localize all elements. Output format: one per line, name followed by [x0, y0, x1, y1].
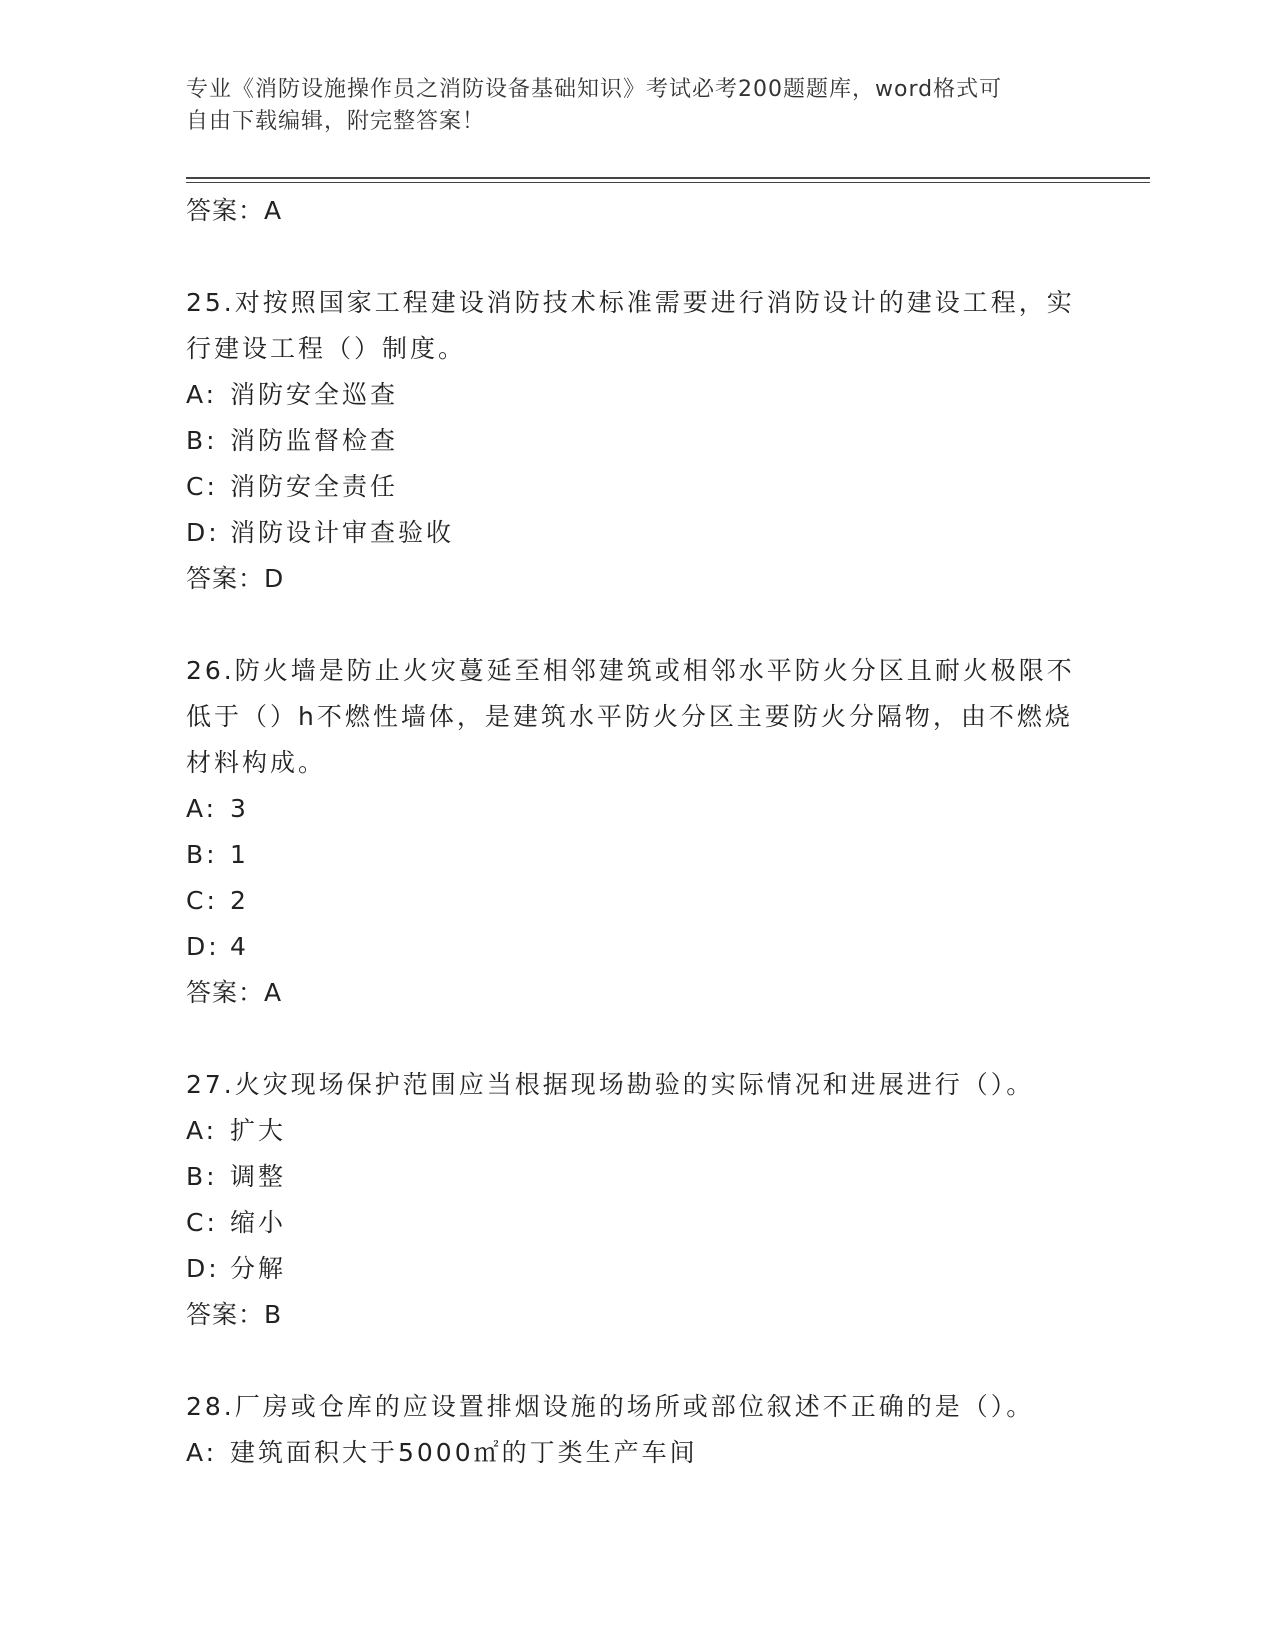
option-a	[186, 1430, 1086, 1476]
option-key: A:	[186, 1116, 218, 1145]
question-28	[186, 1384, 1086, 1476]
header-divider-thick	[186, 177, 1150, 179]
header-divider-thin	[186, 182, 1150, 183]
option-b	[186, 832, 1086, 878]
option-key: A:	[186, 1438, 218, 1467]
option-text: 建筑面积大于5000㎡的丁类生产车间	[230, 1438, 698, 1467]
header-line-1: 专业《消防设施操作员之消防设备基础知识》考试必考200题题库，word格式可	[186, 77, 1003, 102]
answer-line: 答案：B	[186, 1300, 283, 1329]
option-a	[186, 1108, 1086, 1154]
option-c	[186, 1200, 1086, 1246]
option-text: 调整	[230, 1162, 287, 1191]
option-c	[186, 464, 1086, 510]
option-text: 3	[230, 794, 249, 823]
option-text: 1	[230, 840, 249, 869]
option-key: D:	[186, 932, 220, 961]
option-d	[186, 924, 1086, 970]
question-25	[186, 280, 1086, 602]
question-26	[186, 648, 1086, 1016]
option-text: 消防安全巡查	[230, 380, 399, 409]
option-key: A:	[186, 794, 218, 823]
answer-line: 答案：A	[186, 196, 283, 225]
answer-line: 答案：D	[186, 564, 285, 593]
answer-line: 答案：A	[186, 978, 283, 1007]
option-d	[186, 510, 1086, 556]
option-key: C:	[186, 1208, 218, 1237]
header-line-2: 自由下载编辑，附完整答案！	[186, 109, 486, 134]
option-key: B:	[186, 840, 218, 869]
option-a	[186, 372, 1086, 418]
option-key: D:	[186, 1254, 220, 1283]
option-key: D:	[186, 518, 220, 547]
option-b	[186, 418, 1086, 464]
question-text: 25.对按照国家工程建设消防技术标准需要进行消防设计的建设工程，实行建设工程（）制度。	[186, 288, 1075, 363]
option-c	[186, 878, 1086, 924]
option-key: C:	[186, 886, 218, 915]
document-header	[186, 74, 1066, 138]
option-text: 缩小	[230, 1208, 287, 1237]
option-text: 4	[230, 932, 249, 961]
option-key: B:	[186, 426, 218, 455]
option-key: C:	[186, 472, 218, 501]
option-text: 消防安全责任	[230, 472, 399, 501]
option-key: A:	[186, 380, 218, 409]
option-text: 消防监督检查	[230, 426, 399, 455]
question-text: 26.防火墙是防止火灾蔓延至相邻建筑或相邻水平防火分区且耐火极限不低于（）h不燃性墙体，是建筑水平防火分区主要防火分隔物，由不燃烧材料构成。	[186, 656, 1075, 777]
question-text: 27.火灾现场保护范围应当根据现场勘验的实际情况和进展进行（）。	[186, 1070, 1035, 1099]
question-text: 28.厂房或仓库的应设置排烟设施的场所或部位叙述不正确的是（）。	[186, 1392, 1035, 1421]
option-key: B:	[186, 1162, 218, 1191]
option-a	[186, 786, 1086, 832]
option-text: 消防设计审查验收	[230, 518, 455, 547]
question-27	[186, 1062, 1086, 1338]
option-d	[186, 1246, 1086, 1292]
option-text: 分解	[230, 1254, 287, 1283]
option-b	[186, 1154, 1086, 1200]
option-text: 扩大	[230, 1116, 287, 1145]
question-list	[186, 188, 1086, 1476]
option-text: 2	[230, 886, 249, 915]
